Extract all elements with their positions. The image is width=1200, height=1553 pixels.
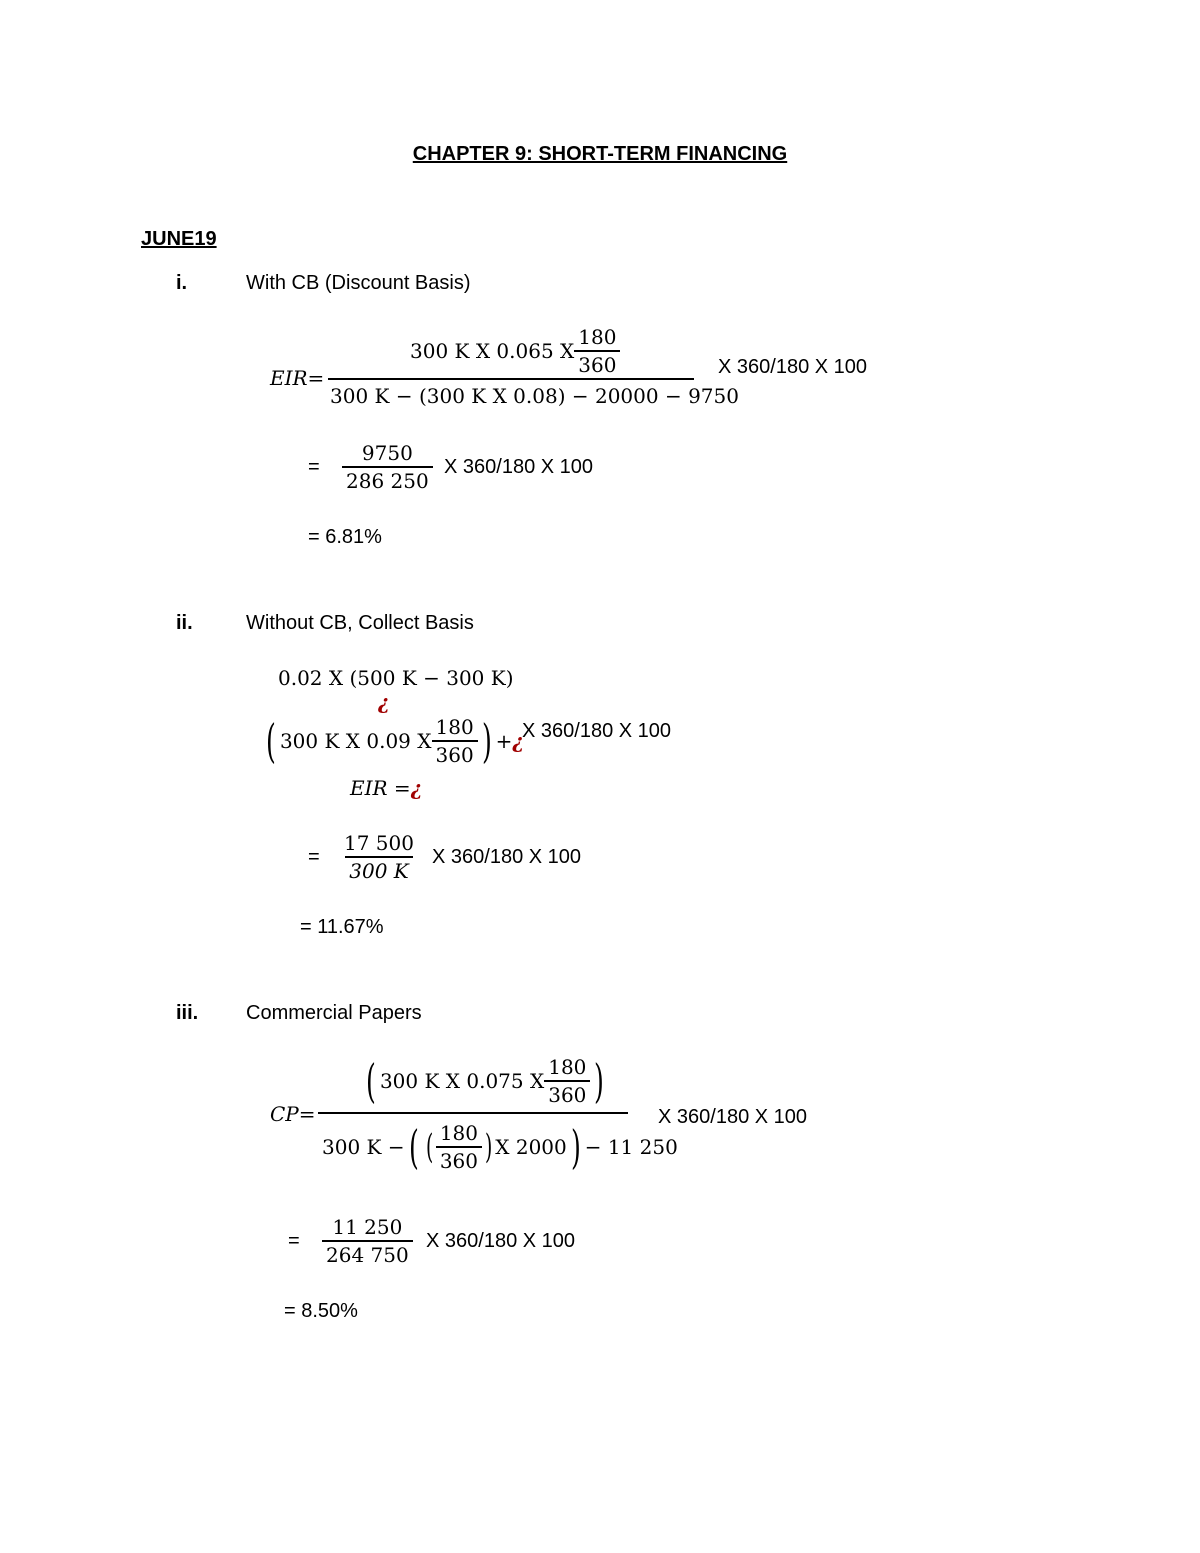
fraction-bottom: 360 (544, 1080, 590, 1108)
fraction-bottom: 360 (436, 1146, 482, 1174)
section-3-lhs: CP= (270, 1102, 316, 1126)
section-1-result: = 6.81% (308, 526, 382, 548)
section-2-step-eq: = (308, 846, 320, 868)
section-2-line3 (350, 776, 422, 800)
section-2-result: = 11.67% (300, 916, 384, 938)
section-3-step-fraction (322, 1214, 413, 1268)
section-3-step-mult: X 360/180 X 100 (426, 1230, 576, 1252)
section-2-numeral: ii. (176, 612, 193, 634)
section-2-step-num: 17 500 (344, 831, 414, 855)
section-3-label: Commercial Papers (246, 1002, 422, 1024)
outer-left-paren: ( (408, 1120, 419, 1174)
section-1-multiplier: X 360/180 X 100 (718, 356, 868, 378)
section-3-den-fraction (436, 1120, 482, 1174)
fraction-top: 180 (439, 1121, 478, 1145)
section-heading: JUNE19 (141, 228, 217, 250)
section-3-numerator (362, 1054, 608, 1108)
section-1-fraction-bar (328, 378, 694, 380)
inner-left-paren: ( (425, 1127, 433, 1167)
section-2-line2-fraction (432, 714, 478, 768)
section-2-step-fraction (340, 830, 418, 884)
section-2-inverted-question-3: ¿ (410, 776, 423, 800)
fraction-top: 180 (548, 1055, 587, 1079)
section-2-multiplier: X 360/180 X 100 (522, 720, 672, 742)
section-1-num-fraction (574, 324, 620, 378)
section-3-denominator (322, 1120, 678, 1174)
inner-right-paren: ) (484, 1127, 493, 1167)
section-3-fraction-bar (318, 1112, 628, 1114)
section-1-label: With CB (Discount Basis) (246, 272, 471, 294)
section-3-num-fraction (544, 1054, 590, 1108)
section-1-step-den: 286 250 (342, 466, 433, 494)
section-1-numerator (410, 324, 620, 378)
section-1-step-fraction (342, 440, 433, 494)
section-3-step-num: 11 250 (332, 1215, 403, 1239)
section-1-step-mult: X 360/180 X 100 (444, 456, 594, 478)
section-3-result: = 8.50% (284, 1300, 358, 1322)
section-3-multiplier: X 360/180 X 100 (658, 1106, 808, 1128)
right-paren: ) (594, 1054, 605, 1108)
section-3-numeral: iii. (176, 1002, 199, 1024)
section-3-step-eq: = (288, 1230, 300, 1252)
right-paren: ) (481, 714, 492, 768)
section-2-step-mult: X 360/180 X 100 (432, 846, 582, 868)
section-2-step-den: 300 K (345, 856, 412, 884)
page-title: CHAPTER 9: SHORT-TERM FINANCING (412, 143, 788, 165)
section-3-den-b: X 2000 (495, 1135, 567, 1159)
section-1-num-main: 300 K X 0.065 X (410, 339, 575, 363)
fraction-top: 180 (435, 715, 474, 739)
section-1-numeral: i. (176, 272, 188, 294)
section-3-den-a: 300 K − (322, 1135, 405, 1159)
section-2-inverted-question-1: ¿ (378, 690, 390, 714)
left-paren: ( (366, 1054, 376, 1108)
fraction-bottom: 360 (432, 740, 478, 768)
section-2-line2 (262, 714, 524, 768)
outer-right-paren: ) (570, 1120, 581, 1174)
fraction-top: 180 (578, 325, 617, 349)
section-1-step-eq: = (308, 456, 320, 478)
section-3-step-den: 264 750 (322, 1240, 413, 1268)
section-2-line2-main: 300 K X 0.09 X (279, 729, 432, 753)
section-3-num-main: 300 K X 0.075 X (379, 1069, 545, 1093)
section-1-lhs: EIR= (270, 366, 325, 390)
fraction-bottom: 360 (574, 350, 620, 378)
section-1-denominator: 300 K − (300 K X 0.08) − 20000 − 9750 (330, 384, 739, 408)
section-1-step-num: 9750 (361, 441, 413, 465)
section-2-label: Without CB, Collect Basis (246, 612, 474, 634)
section-2-plus: + (495, 729, 513, 753)
section-2-inverted-question-2: ¿ (512, 729, 525, 753)
section-3-den-c: − 11 250 (584, 1135, 678, 1159)
section-2-line1: 0.02 X (500 K − 300 K) (278, 666, 514, 690)
section-2-line3-text: EIR = (350, 776, 411, 800)
left-paren: ( (266, 714, 276, 768)
